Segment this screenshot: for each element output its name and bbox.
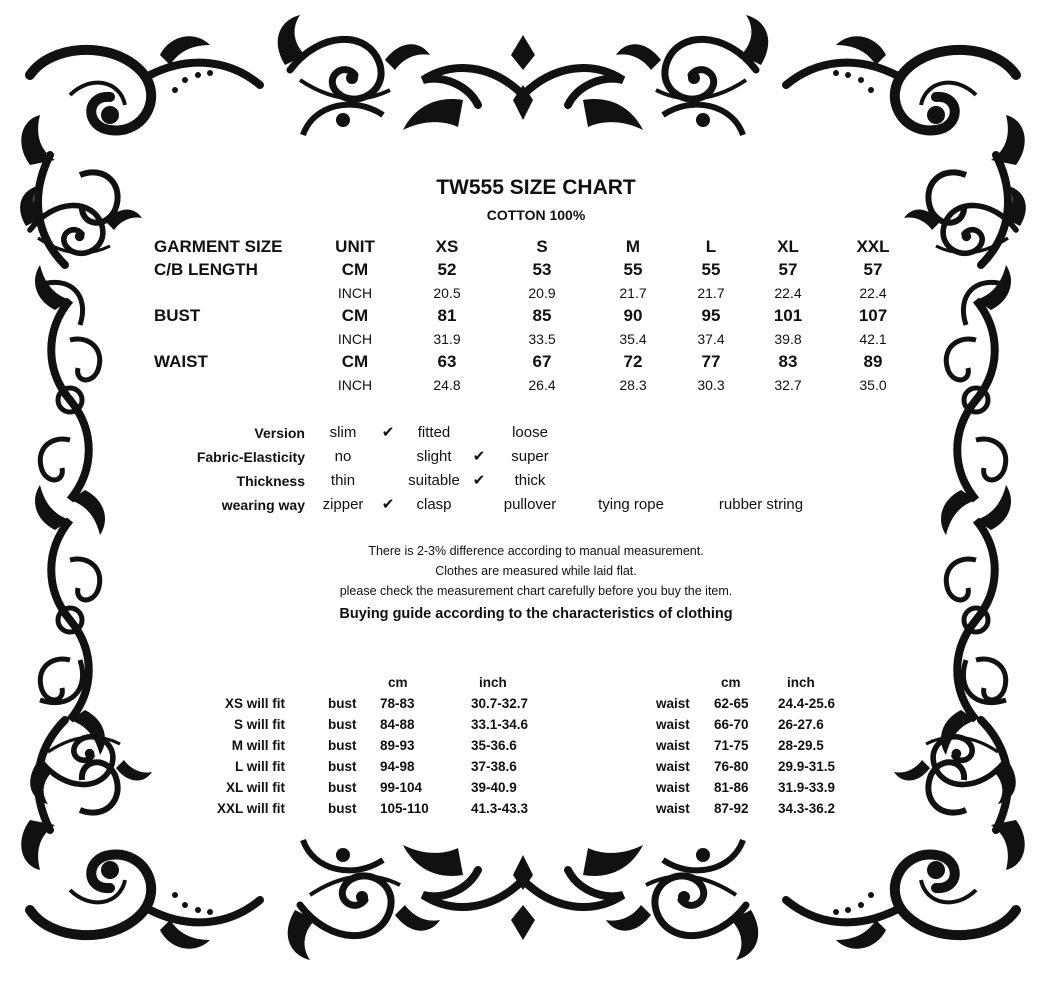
check-icon: ✔ <box>472 472 486 489</box>
table-cell: 21.7 <box>697 285 725 301</box>
guide-fit-label: XL will fit <box>225 780 285 795</box>
guide-waist-inch: 34.3-36.2 <box>778 801 836 816</box>
table-cell: 72 <box>623 352 643 371</box>
guide-waist-inch: 26-27.6 <box>778 717 824 732</box>
attr-option: fitted <box>417 424 451 441</box>
guide-waist-cm: 81-86 <box>714 780 749 795</box>
unit-inch: INCH <box>337 331 373 347</box>
row-label-cb-length: C/B LENGTH <box>154 260 258 279</box>
attr-label-version: Version <box>254 425 305 441</box>
guide-bust-label: bust <box>328 759 357 774</box>
check-icon: ✔ <box>472 448 486 465</box>
table-cell: 63 <box>437 352 457 371</box>
table-cell: 53 <box>532 260 552 279</box>
unit-cm: CM <box>341 352 369 371</box>
header-size-m: M <box>625 237 641 256</box>
guide-fit-label: L will fit <box>235 759 285 774</box>
attr-option: slim <box>329 424 357 441</box>
table-cell: 55 <box>701 260 721 279</box>
note-check-chart: please check the measurement chart carefully before you buy the item. <box>339 584 733 598</box>
table-cell: 83 <box>778 352 798 371</box>
table-cell: 37.4 <box>697 331 725 347</box>
check-icon: ✔ <box>381 424 395 441</box>
table-cell: 107 <box>858 306 888 325</box>
table-cell: 31.9 <box>433 331 461 347</box>
note-laid-flat: Clothes are measured while laid flat. <box>435 564 637 578</box>
attr-option: thin <box>330 472 356 489</box>
guide-header-bust-cm: cm <box>388 675 408 690</box>
guide-fit-label: M will fit <box>231 738 285 753</box>
guide-waist-cm: 76-80 <box>714 759 749 774</box>
guide-bust-label: bust <box>328 801 357 816</box>
header-size-xxl: XXL <box>856 237 890 256</box>
header-garment-size: GARMENT SIZE <box>154 237 283 256</box>
attr-option: slight <box>416 448 452 465</box>
header-size-xl: XL <box>777 237 799 256</box>
guide-waist-inch: 29.9-31.5 <box>778 759 836 774</box>
row-label-bust: BUST <box>154 306 201 325</box>
buying-guide-title: Buying guide according to the characteristics of clothing <box>339 606 733 622</box>
table-cell: 101 <box>773 306 803 325</box>
table-cell: 35.4 <box>619 331 647 347</box>
guide-waist-label: waist <box>656 759 690 774</box>
attr-option: zipper <box>322 496 364 513</box>
guide-bust-inch: 41.3-43.3 <box>471 801 529 816</box>
attr-label-fabric-elasticity: Fabric-Elasticity <box>196 449 305 465</box>
guide-bust-cm: 105-110 <box>380 801 429 816</box>
guide-bust-cm: 84-88 <box>380 717 415 732</box>
table-cell: 57 <box>863 260 883 279</box>
attr-option: loose <box>512 424 548 441</box>
table-cell: 89 <box>863 352 883 371</box>
chart-subtitle: COTTON 100% <box>486 207 586 223</box>
attr-label-wearing-way: wearing way <box>221 497 305 513</box>
table-cell: 22.4 <box>774 285 802 301</box>
table-cell: 28.3 <box>619 377 647 393</box>
table-cell: 90 <box>623 306 643 325</box>
attr-option: no <box>334 448 352 465</box>
attr-option: pullover <box>503 496 557 513</box>
table-cell: 52 <box>437 260 457 279</box>
table-cell: 35.0 <box>859 377 887 393</box>
table-cell: 85 <box>532 306 552 325</box>
guide-waist-inch: 28-29.5 <box>778 738 824 753</box>
table-cell: 57 <box>778 260 798 279</box>
guide-waist-label: waist <box>656 801 690 816</box>
guide-fit-label: XS will fit <box>224 696 285 711</box>
attr-option: rubber string <box>718 496 804 513</box>
guide-waist-cm: 62-65 <box>714 696 749 711</box>
guide-waist-label: waist <box>656 780 690 795</box>
attr-option: thick <box>514 472 546 489</box>
guide-bust-label: bust <box>328 717 357 732</box>
guide-waist-label: waist <box>656 717 690 732</box>
table-cell: 22.4 <box>859 285 887 301</box>
guide-bust-inch: 39-40.9 <box>471 780 517 795</box>
attr-label-thickness: Thickness <box>236 473 305 489</box>
guide-bust-cm: 99-104 <box>380 780 423 795</box>
table-cell: 20.5 <box>433 285 461 301</box>
guide-fit-label: XXL will fit <box>216 801 285 816</box>
guide-bust-cm: 78-83 <box>380 696 415 711</box>
header-size-l: L <box>705 237 717 256</box>
guide-waist-inch: 31.9-33.9 <box>778 780 836 795</box>
guide-bust-inch: 33.1-34.6 <box>471 717 529 732</box>
table-cell: 21.7 <box>619 285 647 301</box>
guide-header-waist-cm: cm <box>721 675 741 690</box>
guide-bust-label: bust <box>328 696 357 711</box>
table-cell: 30.3 <box>697 377 725 393</box>
guide-waist-cm: 87-92 <box>714 801 749 816</box>
guide-waist-label: waist <box>656 738 690 753</box>
attr-option: clasp <box>416 496 452 513</box>
attr-option: suitable <box>408 472 460 489</box>
guide-waist-label: waist <box>656 696 690 711</box>
row-label-waist: WAIST <box>154 352 208 371</box>
guide-bust-cm: 94-98 <box>380 759 415 774</box>
table-cell: 81 <box>437 306 457 325</box>
guide-header-waist-inch: inch <box>787 675 815 690</box>
table-cell: 77 <box>701 352 721 371</box>
chart-title: TW555 SIZE CHART <box>436 176 636 199</box>
guide-waist-inch: 24.4-25.6 <box>778 696 836 711</box>
guide-bust-inch: 30.7-32.7 <box>471 696 529 711</box>
table-cell: 33.5 <box>528 331 556 347</box>
unit-cm: CM <box>341 260 369 279</box>
table-cell: 24.8 <box>433 377 461 393</box>
check-icon: ✔ <box>381 496 395 513</box>
table-cell: 55 <box>623 260 643 279</box>
table-cell: 39.8 <box>774 331 802 347</box>
guide-waist-cm: 66-70 <box>714 717 749 732</box>
unit-inch: INCH <box>337 285 373 301</box>
guide-bust-label: bust <box>328 780 357 795</box>
guide-waist-cm: 71-75 <box>714 738 749 753</box>
header-size-s: S <box>536 237 548 256</box>
attr-option: super <box>511 448 549 465</box>
table-cell: 95 <box>701 306 721 325</box>
table-cell: 32.7 <box>774 377 802 393</box>
unit-inch: INCH <box>337 377 373 393</box>
table-cell: 67 <box>532 352 552 371</box>
guide-bust-cm: 89-93 <box>380 738 415 753</box>
guide-bust-label: bust <box>328 738 357 753</box>
table-cell: 26.4 <box>528 377 556 393</box>
header-size-xs: XS <box>435 237 459 256</box>
guide-header-bust-inch: inch <box>479 675 507 690</box>
note-measurement-difference: There is 2-3% difference according to manual measurement. <box>368 544 704 558</box>
table-cell: 20.9 <box>528 285 556 301</box>
guide-bust-inch: 37-38.6 <box>471 759 517 774</box>
guide-bust-inch: 35-36.6 <box>471 738 517 753</box>
attr-option: tying rope <box>598 496 664 513</box>
table-cell: 42.1 <box>859 331 887 347</box>
header-unit: UNIT <box>335 237 375 256</box>
unit-cm: CM <box>341 306 369 325</box>
guide-fit-label: S will fit <box>233 717 285 732</box>
